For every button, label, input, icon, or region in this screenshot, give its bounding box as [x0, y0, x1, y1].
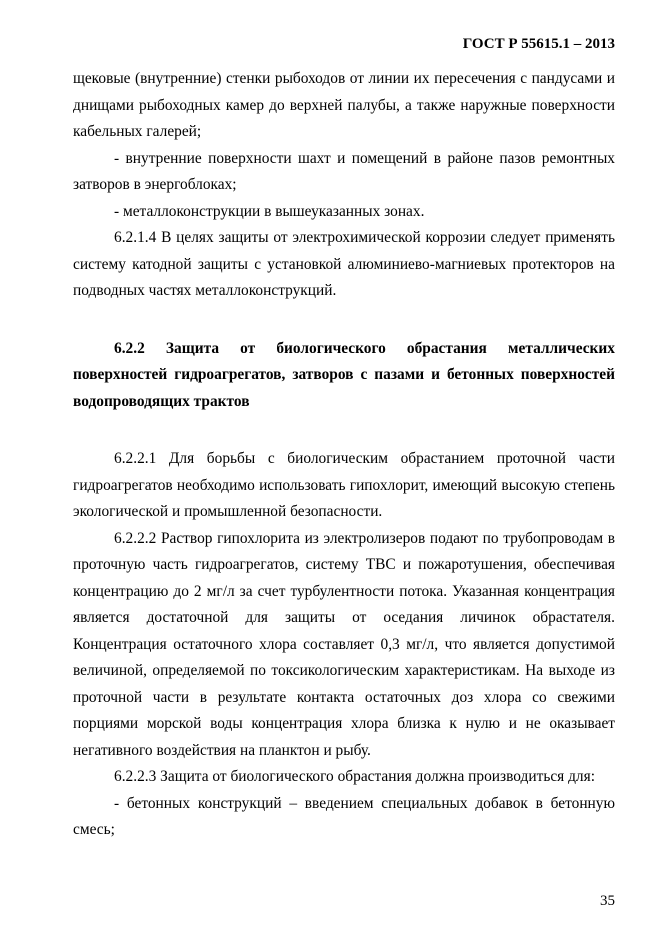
paragraph: 6.2.1.4 В целях защиты от электрохимической коррозии следует применять систему катодной защиты с установкой алюминиево-магниевых протекторов на подводных частях металлоконструкций. [73, 229, 615, 299]
paragraph: 6.2.2.3 Защита от биологического обрастания должна производиться для: [114, 768, 595, 785]
paragraph: 6.2.2.2 Раствор гипохлорита из электролизеров подают по трубопроводам в проточную часть гидроагрегатов, систему ТВС и пожаротушения, обеспечивая концентрацию до 2 мг/л за счет турбулентности потока. Указанная концентрация является достаточной для защиты от оседания личинок обрастателя. Концентрация остаточного хлора составляет 0,3 мг/л, что является допустимой величиной, определяемой по токсикологическим характеристикам. На выходе из проточной части в результате контакта остаточных доз хлора со свежими порциями морской воды концентрация хлора близка к нулю и не оказывает негативного воздействия на планктон и рыбу. [73, 529, 615, 759]
standard-header: ГОСТ Р 55615.1 – 2013 [462, 36, 615, 52]
list-item: - внутренние поверхности шахт и помещений в районе пазов ремонтных затворов в энергоблоках; [73, 149, 615, 193]
list-item: - бетонных конструкций – введением специальных добавок в бетонную смесь; [73, 794, 615, 838]
page-number: 35 [600, 893, 615, 909]
paragraph: щековые (внутренние) стенки рыбоходов от линии их пересечения с пандусами и днищами рыбоходных камер до верхней палубы, а также наружные поверхности кабельных галерей; [73, 70, 615, 140]
list-item: - металлоконструкции в вышеуказанных зонах. [114, 202, 425, 220]
paragraph: 6.2.2.1 Для борьбы с биологическим обрастанием проточной части гидроагрегатов необходимо использовать гипохлорит, имеющий высокую степень экологической и промышленной безопасности. [73, 450, 615, 520]
section-heading: 6.2.2 Защита от биологического обрастания металлических поверхностей гидроагрегатов, затворов с пазами и бетонных поверхностей водопроводящих трактов [73, 339, 615, 410]
document-body [73, 66, 615, 844]
